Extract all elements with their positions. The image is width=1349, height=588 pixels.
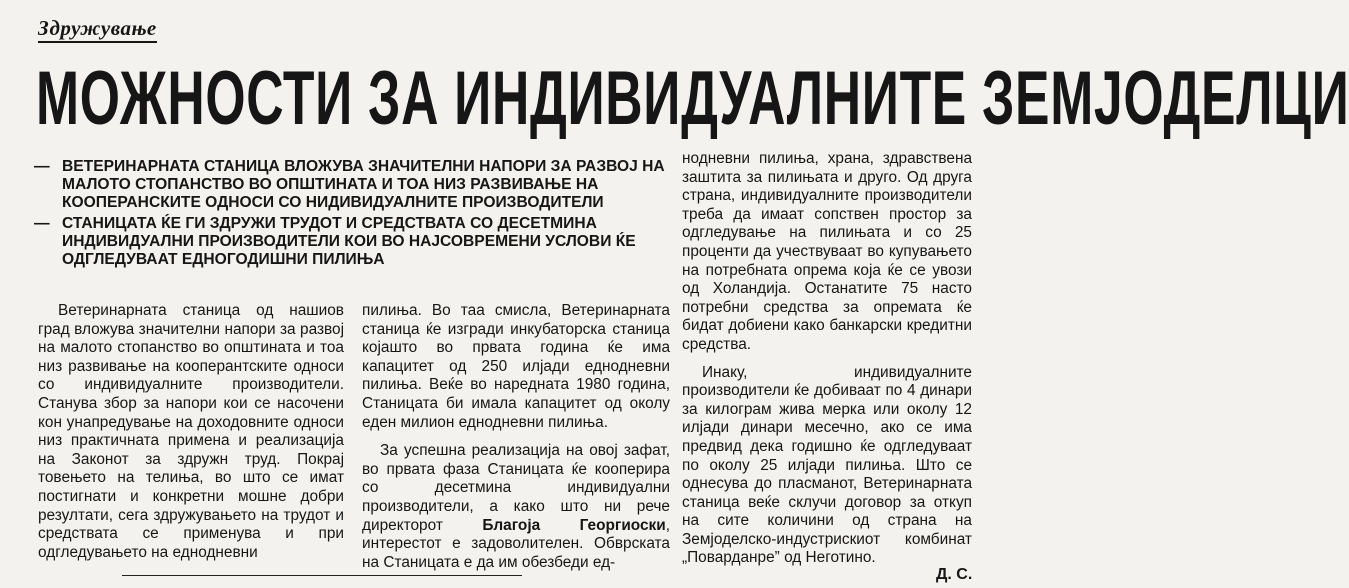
lead-item bbox=[34, 215, 674, 270]
body-paragraph: Инаку, индивидуалните производители ќе добиваат по 4 динари за килограм жива мерка или околу 12 илјади динари месечно, ако се има предвид дека годишно ќе одгледуваат по околу 25 илјади пилиња. Што се однесува до пласманот, Ветеринарната станица веќе склучи договор за откуп на сите количини од страна на Земјоделско-индустрискиот комбинат „Поварданре” од Неготино. bbox=[682, 363, 972, 567]
lead-item bbox=[34, 158, 674, 213]
lead-summary bbox=[34, 158, 674, 271]
body-paragraph: нодневни пилиња, храна, здравствена заштита за пилињата и друго. Од друга страна, индивидуалните производители треба да имаат сопствен простор за одгледување на пилињата и со 25 проценти да учествуваат во купувањето на потребната опрема која ќе се увози од Холандија. Останатите 75 насто потребни средства за опремата ќе бидат добиени како банкарски кредитни средства. bbox=[682, 150, 972, 353]
lead-dash: — bbox=[34, 158, 50, 175]
article-headline: МОЖНОСТИ ЗА ИНДИВИДУАЛНИТЕ ЗЕМЈОДЕЛЦИ bbox=[36, 56, 1349, 141]
bottom-rule bbox=[122, 575, 522, 576]
author-signature: Д. С. bbox=[936, 566, 973, 583]
body-column-1: Ветеринарната станица од нашиов град вложува значителни напори за развој на малото стопанство во општината и тоа низ развивање на кооперантските односи со индивидуалните производители. Станува збор за напори кои се насочени кон унапредување на доходовните односи низ практичната примена и реализација на Законот за здружн труд. Покрај товењето на телиња, во што се имат постигнати и конкретни мошне добри резултати, сега здружувањето на трудот и средствата се применува и при одгледувањето на еднодневни bbox=[38, 302, 344, 561]
body-paragraph: пилиња. Во таа смисла, Ветеринарната станица ќе изгради инкубаторска станица којашто во првата година ќе има капацитет од 250 илјади еднодневни пилиња. Веќе во наредната 1980 година, Станицата би имала капацитет од околу еден милион еднодневни пилиња. bbox=[362, 302, 670, 431]
lead-text: СТАНИЦАТА ЌЕ ГИ ЗДРУЖИ ТРУДОТ И СРЕДСТВАТА СО ДЕСЕТМИНА ИНДИВИДУАЛНИ ПРОИЗВОДИТЕЛИ КОИ ВО НАЈСОВРЕМЕНИ УСЛОВИ ЌЕ ОДГЛЕДУВААТ ЕДНОГОДИШНИ ПИЛИЊА bbox=[62, 214, 636, 269]
director-name: Благоја Георгиоски bbox=[482, 516, 666, 534]
body-column-2 bbox=[362, 302, 670, 572]
section-kicker: Здружување bbox=[38, 16, 157, 43]
lead-dash: — bbox=[34, 214, 50, 232]
body-paragraph bbox=[362, 442, 670, 572]
paragraph-text: За успешна реализација на овој зафат, во првата фаза Станицата ќе кооперира со десетмина индивидуални производители, а како што ни рече директорот bbox=[362, 442, 670, 534]
body-column-3 bbox=[682, 150, 972, 568]
paragraph-text: , интерестот е задоволителен. Обврската на Станицата е да им обезбеди ед- bbox=[362, 516, 670, 571]
lead-text: ВЕТЕРИНАРНАТА СТАНИЦА ВЛОЖУВА ЗНАЧИТЕЛНИ НАПОРИ ЗА РАЗВОЈ НА МАЛОТО СТОПАНСТВО ВО ОПШТИНАТА И ТОА НИЗ РАЗВИВАЊЕ НА КООПЕРАНСКИТЕ ОДНОСИ СО НИДИВИДУАЛНИТЕ ПРОИЗВОДИТЕЛИ bbox=[62, 158, 665, 212]
